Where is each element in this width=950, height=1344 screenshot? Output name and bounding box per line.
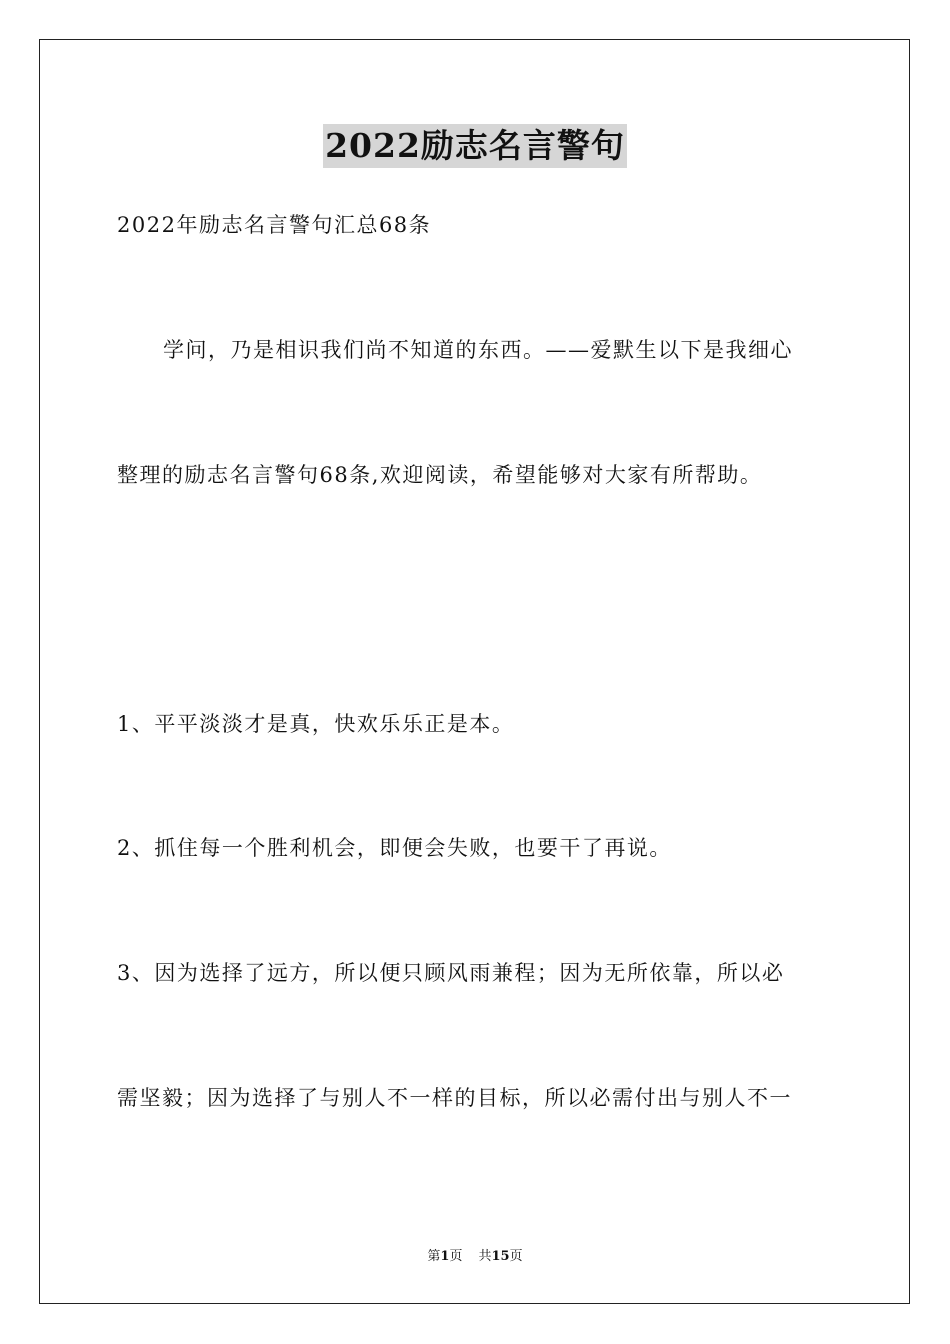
- intro-line-2: 整理的励志名言警句68条,欢迎阅读，希望能够对大家有所帮助。: [117, 463, 763, 487]
- intro-line-1: 学问，乃是相识我们尚不知道的东西。——爱默生以下是我细心: [163, 338, 793, 362]
- quote-item-3-continued: 需坚毅；因为选择了与别人不一样的目标，所以必需付出与别人不一: [117, 1086, 792, 1110]
- footer-total-pages: 15: [491, 1249, 510, 1264]
- document-title: 2022励志名言警句: [323, 124, 627, 168]
- title-container: [0, 124, 950, 168]
- quote-item-2: 2、抓住每一个胜利机会，即便会失败，也要干了再说。: [117, 836, 672, 860]
- footer-page-suffix: 页: [449, 1249, 463, 1264]
- quote-item-1: 1、平平淡淡才是真，快欢乐乐正是本。: [117, 712, 515, 736]
- footer-current-page: 1: [440, 1249, 450, 1264]
- footer-total-suffix: 页: [509, 1249, 523, 1264]
- quote-item-3: 3、因为选择了远方，所以便只顾风雨兼程；因为无所依靠，所以必: [117, 961, 785, 985]
- document-subtitle: 2022年励志名言警句汇总68条: [117, 213, 432, 237]
- footer-total-prefix: 共: [478, 1249, 492, 1264]
- page-footer: [0, 1248, 950, 1266]
- footer-page-prefix: 第: [427, 1249, 441, 1264]
